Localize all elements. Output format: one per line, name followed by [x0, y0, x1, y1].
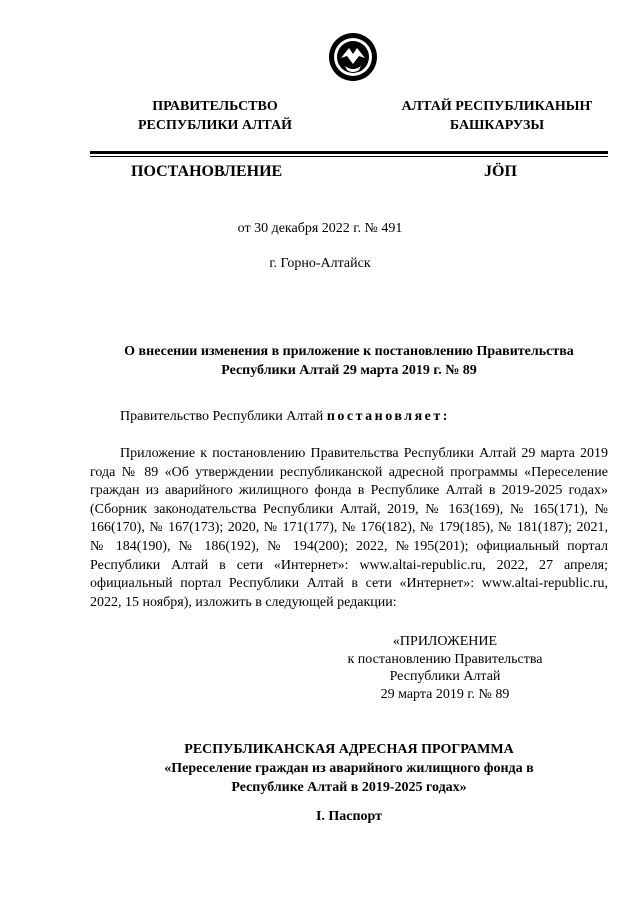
date-number: от 30 декабря 2022 г. № 491 [237, 221, 403, 236]
resolves-line [90, 408, 608, 427]
subject-line1: О внесении изменения в приложение к постановлению Правительства [124, 344, 574, 359]
body-paragraph: Приложение к постановлению Правительства Республики Алтай 29 марта 2019 года № 89 «Об утверждении республиканской адресной программы «Переселение граждан из аварийного жилищного фонда в Республике Алтай в 2019-2025 годах» (Сборник законодательства Республики Алтай, 2019, № 163(169), № 165(171), № 166(170), № 167(173); 2020, № 171(177), № 176(182), № 179(185), № 181(187); 2021, № 184(190), № 186(192), № 194(200); 2022, №195(201); официальный портал Республики Алтай в сети «Интернет»: www.altai-republic.ru, 2022, 27 апреля; официальный портал Республики Алтай в сети «Интернет»: www.altai-republic.ru, 2022, 15 ноября), изложить в следующей редакции: [90, 446, 608, 610]
header-right-line2: БАШКАРУЗЫ [449, 118, 545, 133]
appendix-line4: 29 марта 2019 г. № 89 [380, 686, 510, 702]
appendix-block [330, 633, 560, 703]
appendix-line1: «ПРИЛОЖЕНИЕ [392, 634, 498, 649]
program-title [90, 740, 608, 797]
appendix-line3: Республики Алтай [389, 669, 501, 684]
resolves-keyword: постановляет: [326, 409, 450, 424]
header-divider-thin [90, 156, 608, 157]
city: г. Горно-Алтайск [269, 256, 371, 271]
header-right-line1: АЛТАЙ РЕСПУБЛИКАНЫҤ [401, 99, 593, 114]
doc-type-left: ПОСТАНОВЛЕНИЕ [131, 163, 283, 180]
program-title-line1: РЕСПУБЛИКАНСКАЯ АДРЕСНАЯ ПРОГРАММА [184, 742, 514, 757]
program-title-line3: Республике Алтай в 2019-2025 годах» [231, 780, 467, 795]
header-left-line1: ПРАВИТЕЛЬСТВО [152, 99, 278, 114]
subject-line2: Республики Алтай 29 марта 2019 г. № 89 [221, 363, 477, 378]
coat-of-arms-icon [327, 28, 379, 86]
doc-type-right: JӦП [484, 163, 517, 180]
resolves-prefix: Правительство Республики Алтай [120, 409, 327, 424]
header-left [100, 97, 330, 135]
appendix-line2: к постановлению Правительства [347, 651, 543, 667]
header-divider-thick [90, 151, 608, 154]
program-title-line2: «Переселение граждан из аварийного жилищного фонда в [164, 761, 534, 776]
document-subject [90, 342, 608, 380]
section-title: I. Паспорт [315, 809, 383, 824]
header-left-line2: РЕСПУБЛИКИ АЛТАЙ [137, 118, 293, 133]
header-right [382, 97, 612, 135]
